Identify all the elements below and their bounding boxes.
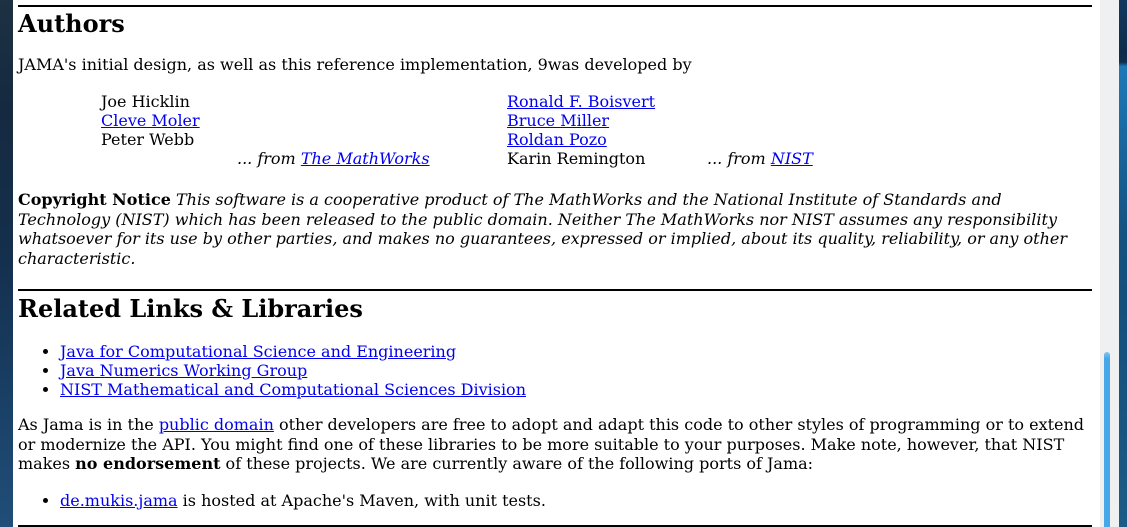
window-edge-right bbox=[1119, 0, 1127, 527]
window-edge-left bbox=[0, 0, 13, 527]
author-name: Joe Hicklin bbox=[101, 92, 190, 111]
nist-names-cell bbox=[507, 92, 707, 168]
authors-intro: JAMA's initial design, as well as this reference implementation, 9was developed by bbox=[18, 55, 692, 74]
author-link[interactable]: Roldan Pozo bbox=[507, 130, 607, 149]
paragraph-text: other developers are free to adopt and adapt this code to other styles of programming or to extend or modernize the API. You might find one of these libraries to be more suitable to your purposes. Make note, however, that NIST makes bbox=[18, 415, 1085, 473]
related-link-jcse[interactable]: Java for Computational Science and Engineering bbox=[60, 342, 457, 361]
related-link-jnwg[interactable]: Java Numerics Working Group bbox=[60, 361, 308, 380]
copyright-paragraph bbox=[18, 190, 1092, 268]
related-link-nist-mcsd[interactable]: NIST Mathematical and Computational Sciences Division bbox=[60, 380, 526, 399]
ports-paragraph bbox=[18, 415, 1092, 474]
nist-link[interactable]: NIST bbox=[770, 149, 813, 168]
author-name: Peter Webb bbox=[101, 130, 195, 149]
related-links-heading: Related Links & Libraries bbox=[18, 294, 363, 323]
ports-list bbox=[18, 491, 1092, 510]
related-links-list bbox=[18, 342, 1092, 399]
copyright-label: Copyright Notice bbox=[18, 190, 171, 209]
no-endorsement-bold: no endorsement bbox=[75, 454, 221, 473]
authors-table bbox=[101, 92, 1092, 168]
paragraph-text: As Jama is in the bbox=[18, 415, 159, 434]
mathworks-names-cell bbox=[101, 92, 237, 149]
public-domain-link[interactable]: public domain bbox=[158, 415, 274, 434]
author-link[interactable]: Cleve Moler bbox=[101, 111, 200, 130]
from-prefix: ... from bbox=[707, 149, 766, 168]
list-item bbox=[60, 491, 1092, 510]
from-prefix: ... from bbox=[237, 149, 296, 168]
section-divider bbox=[18, 525, 1092, 527]
page-content bbox=[13, 0, 1100, 527]
mathworks-from-cell bbox=[237, 149, 507, 168]
author-name: Karin Remington bbox=[507, 149, 646, 168]
author-link[interactable]: Ronald F. Boisvert bbox=[507, 92, 656, 111]
authors-heading: Authors bbox=[18, 9, 125, 38]
port-description: is hosted at Apache's Maven, with unit tests. bbox=[177, 490, 546, 510]
de-mukis-jama-link[interactable]: de.mukis.jama bbox=[60, 490, 178, 510]
scrollbar-thumb[interactable] bbox=[1104, 352, 1110, 527]
paragraph-text: of these projects. We are currently aware of the following ports of Jama: bbox=[220, 454, 814, 473]
list-item bbox=[60, 361, 1092, 380]
copyright-text: This software is a cooperative product of The MathWorks and the National Institute of Standards and Technology (NIST) which has been released to the public domain. Neither The MathWorks nor NIST assumes any responsibility whatsoever for its use by other parties, and makes no guarantees, expressed or implied, about its quality, reliability, or any other characteristic. bbox=[18, 190, 1068, 268]
scrollbar-track[interactable] bbox=[1100, 0, 1119, 527]
author-link[interactable]: Bruce Miller bbox=[507, 111, 610, 130]
nist-from-cell bbox=[707, 149, 813, 168]
mathworks-link[interactable]: The MathWorks bbox=[300, 149, 430, 168]
section-divider bbox=[18, 289, 1092, 291]
list-item bbox=[60, 380, 1092, 399]
list-item bbox=[60, 342, 1092, 361]
section-divider bbox=[18, 5, 1092, 7]
